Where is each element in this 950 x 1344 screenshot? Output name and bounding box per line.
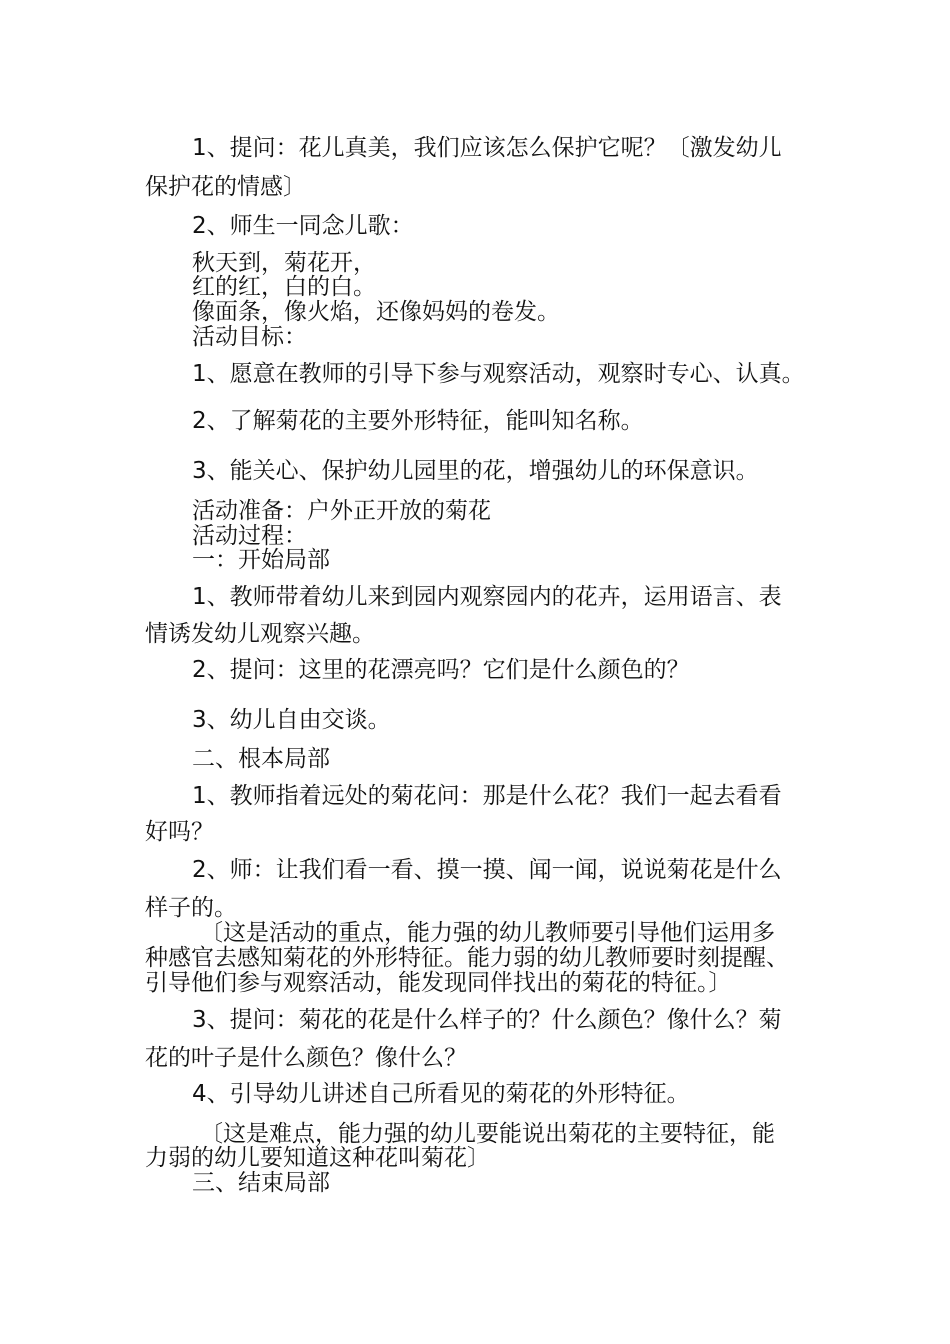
text-line: 花的叶子是什么颜色？像什么？ — [145, 1045, 467, 1071]
text-line: 样子的。 — [145, 895, 237, 921]
text-line: 〔这是活动的重点，能力强的幼儿教师要引导他们运用多 — [200, 920, 775, 946]
text-line: 保护花的情感〕 — [145, 174, 306, 200]
text-line: 2、师：让我们看一看、摸一摸、闻一闻，说说菊花是什么 — [192, 857, 782, 883]
text-line: 种感官去感知菊花的外形特征。能力弱的幼儿教师要时刻提醒、 — [145, 945, 789, 971]
text-line: 4、引导幼儿讲述自己所看见的菊花的外形特征。 — [192, 1081, 690, 1107]
text-line: 秋天到，菊花开， — [192, 250, 376, 276]
text-line: 引导他们参与观察活动，能发现同伴找出的菊花的特征。〕 — [145, 970, 732, 996]
text-line: 活动目标： — [192, 324, 307, 350]
text-line: 2、了解菊花的主要外形特征，能叫知名称。 — [192, 408, 644, 434]
text-line: 力弱的幼儿要知道这种花叫菊花〕 — [145, 1145, 490, 1171]
text-line: 活动过程： — [192, 523, 307, 549]
text-line: 一：开始局部 — [192, 547, 330, 573]
text-line: 3、提问：菊花的花是什么样子的？什么颜色？像什么？菊 — [192, 1007, 782, 1033]
text-line: 1、教师带着幼儿来到园内观察园内的花卉，运用语言、表 — [192, 584, 782, 610]
text-line: 2、师生一同念儿歌： — [192, 213, 414, 239]
text-line: 1、提问：花儿真美，我们应该怎么保护它呢？〔激发幼儿 — [192, 135, 782, 161]
text-line: 2、提问：这里的花漂亮吗？它们是什么颜色的？ — [192, 657, 690, 683]
text-line: 〔这是难点，能力强的幼儿要能说出菊花的主要特征，能 — [200, 1121, 775, 1147]
text-line: 情诱发幼儿观察兴趣。 — [145, 621, 375, 647]
text-line: 1、愿意在教师的引导下参与观察活动，观察时专心、认真。 — [192, 361, 805, 387]
text-line: 1、教师指着远处的菊花问：那是什么花？我们一起去看看 — [192, 783, 782, 809]
text-line: 二、根本局部 — [192, 746, 330, 772]
text-line: 像面条，像火焰，还像妈妈的卷发。 — [192, 299, 560, 325]
text-line: 三、结束局部 — [192, 1170, 330, 1196]
text-line: 3、幼儿自由交谈。 — [192, 707, 391, 733]
text-line: 活动准备：户外正开放的菊花 — [192, 498, 491, 524]
text-line: 3、能关心、保护幼儿园里的花，增强幼儿的环保意识。 — [192, 458, 759, 484]
text-line: 好吗？ — [145, 819, 214, 845]
text-line: 红的红，白的白。 — [192, 274, 376, 300]
